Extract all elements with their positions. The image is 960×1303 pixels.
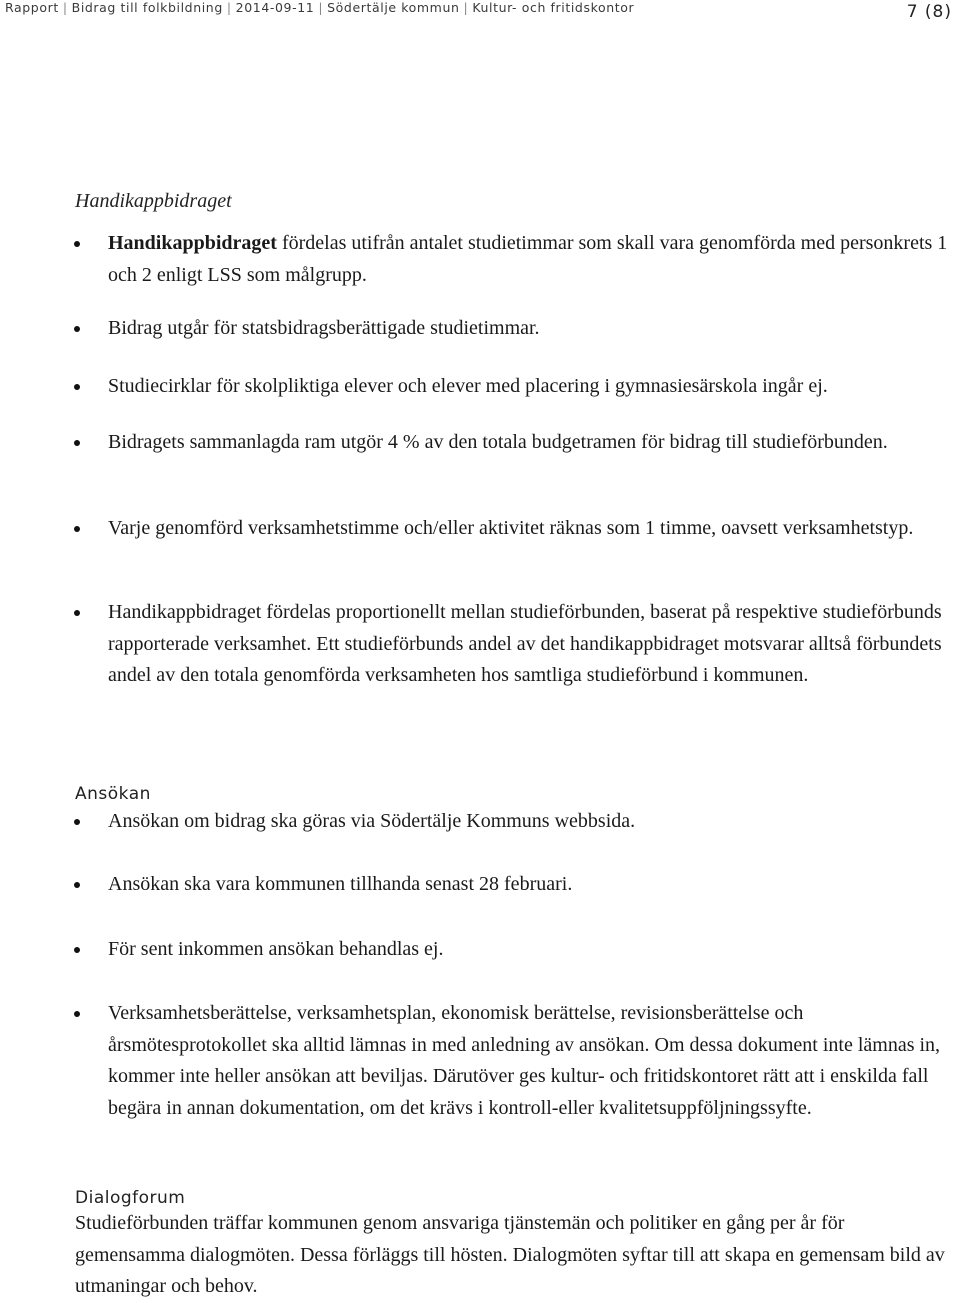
page-number: 7 (8) bbox=[906, 2, 952, 22]
list-item: Handikappbidraget fördelas proportionellt mellan studieförbunden, baserat på respektive studieförbunds rapporterade verksamhet. Ett studieförbunds andel av det handikappbidraget motsvarar alltså förbundets andel av den totala genomförda verksamheten hos samtliga studieförbund i kommunen. bbox=[108, 597, 953, 692]
page-header bbox=[0, 0, 960, 24]
header-item-doc-title: Bidrag till folkbildning bbox=[71, 0, 223, 15]
list-item: Ansökan om bidrag ska göras via Södertälje Kommuns webbsida. bbox=[108, 806, 953, 838]
header-item-date: 2014-09-11 bbox=[235, 0, 315, 15]
section-title-dialogforum: Dialogforum bbox=[75, 1188, 186, 1208]
dialogforum-paragraph: Studieförbunden träffar kommunen genom ansvariga tjänstemän och politiker en gång per år för gemensamma dialogmöten. Dessa förläggs till hösten. Dialogmöten syftar till att skapa en gemensam bild av utmaningar och behov. bbox=[75, 1212, 945, 1297]
list-item: Varje genomförd verksamhetstimme och/eller aktivitet räknas som 1 timme, oavsett verksamhetstyp. bbox=[108, 513, 953, 545]
section-title-handikappbidraget: Handikappbidraget bbox=[75, 190, 232, 212]
list-item: För sent inkommen ansökan behandlas ej. bbox=[108, 934, 953, 966]
header-item-municipality: Södertälje kommun bbox=[327, 0, 460, 15]
list-item: Verksamhetsberättelse, verksamhetsplan, ekonomisk berättelse, revisionsberättelse och årsmötesprotokollet ska alltid lämnas in med anledning av ansökan. Om dessa dokument inte lämnas in, kommer inte heller ansökan att beviljas. Därutöver ges kultur- och fritidskontoret rätt att i enskilda fall begära in annan dokumentation, om det krävs i kontroll-eller kvalitetsuppföljningssyfte. bbox=[108, 998, 953, 1124]
header-item-report: Rapport bbox=[5, 0, 59, 15]
list-item: Bidragets sammanlagda ram utgör 4 % av den totala budgetramen för bidrag till studieförbunden. bbox=[108, 427, 953, 459]
bold-term: Handikappbidraget bbox=[108, 232, 277, 254]
list-item: Handikappbidraget fördelas utifrån antalet studietimmar som skall vara genomförda med personkrets 1 och 2 enligt LSS som målgrupp. bbox=[108, 228, 953, 291]
list-item: Ansökan ska vara kommunen tillhanda senast 28 februari. bbox=[108, 869, 953, 901]
header-item-office: Kultur- och fritidskontor bbox=[472, 0, 635, 15]
list-item: Studiecirklar för skolpliktiga elever och elever med placering i gymnasiesärskola ingår ej. bbox=[108, 371, 953, 403]
section-title-ansokan: Ansökan bbox=[75, 784, 151, 804]
header-breadcrumb: Rapport | Bidrag till folkbildning | 2014-09-11 | Södertälje kommun | Kultur- och fritidskontor bbox=[5, 0, 635, 15]
list-item: Bidrag utgår för statsbidragsberättigade studietimmar. bbox=[108, 313, 953, 345]
